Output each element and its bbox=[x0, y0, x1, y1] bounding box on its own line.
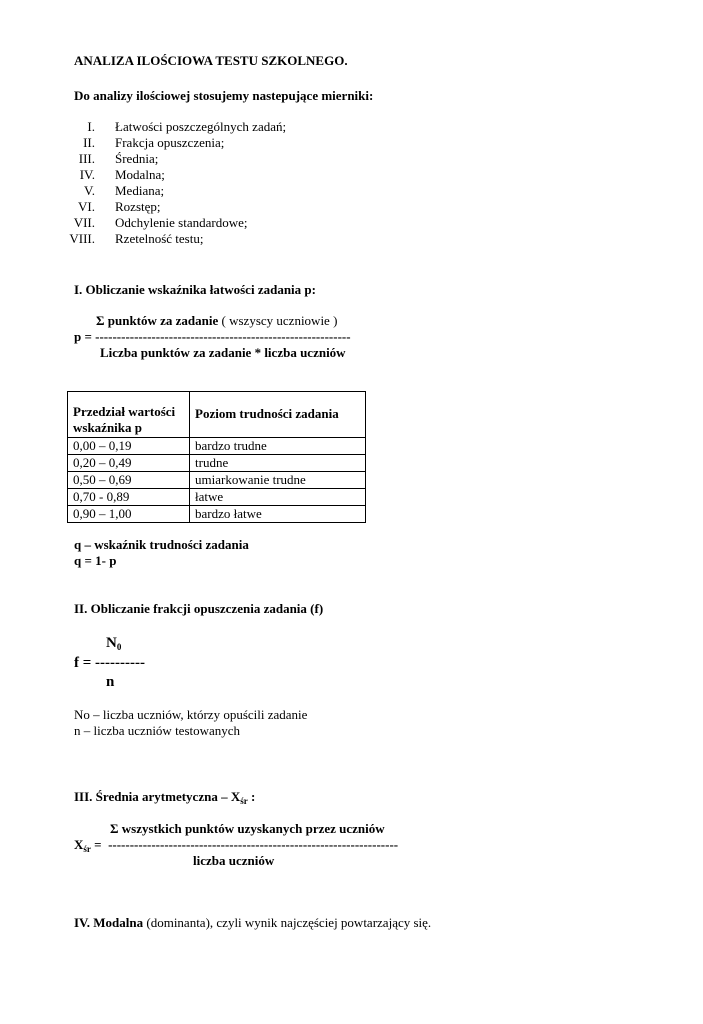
table-row bbox=[68, 506, 366, 523]
list-item-number: III. bbox=[78, 151, 95, 166]
section-1-heading: I. Obliczanie wskaźnika łatwości zadania p: bbox=[74, 282, 316, 297]
f-numerator-symbol: N bbox=[106, 635, 117, 651]
table-header-level: Poziom trudności zadania bbox=[190, 392, 366, 438]
list-item-number: VI. bbox=[78, 199, 95, 214]
table-row bbox=[68, 455, 366, 472]
list-item-number: II. bbox=[83, 135, 95, 150]
mean-formula-dashes: ------------------------------------------------------------------- bbox=[108, 837, 399, 852]
list-item-number: VII. bbox=[73, 215, 95, 230]
list-item-text: Rozstęp; bbox=[115, 199, 161, 214]
p-numerator-bold: Σ punktów za zadanie bbox=[96, 313, 219, 328]
table-cell-range: 0,20 – 0,49 bbox=[68, 455, 190, 472]
list-item-number: VIII. bbox=[69, 231, 95, 246]
section-3-heading bbox=[74, 789, 255, 805]
list-item-number: V. bbox=[84, 183, 95, 198]
list-item-text: Rzetelność testu; bbox=[115, 231, 204, 246]
list-item-text: Łatwości poszczególnych zadań; bbox=[115, 119, 287, 134]
section-4-paragraph bbox=[74, 915, 431, 931]
p-formula-dashes: ----------------------------------------------------------- bbox=[95, 329, 351, 344]
list-item-text: Odchylenie standardowe; bbox=[115, 215, 248, 230]
table-cell-range: 0,70 - 0,89 bbox=[68, 489, 190, 506]
table-cell-level: bardzo trudne bbox=[190, 438, 366, 455]
table-cell-range: 0,50 – 0,69 bbox=[68, 472, 190, 489]
table-header-range: Przedział wartości wskaźnika p bbox=[68, 392, 190, 438]
difficulty-table bbox=[67, 391, 366, 523]
mean-lhs-symbol: X bbox=[74, 837, 84, 852]
mean-formula-numerator: Σ wszystkich punktów uzyskanych przez uczniów bbox=[110, 821, 385, 836]
f-numerator-subscript: 0 bbox=[116, 642, 122, 652]
f-definition-no: No – liczba uczniów, którzy opuścili zadanie bbox=[74, 707, 308, 722]
p-formula-numerator bbox=[96, 313, 337, 329]
list-item-text: Modalna; bbox=[115, 167, 165, 182]
p-numerator-note: ( wszyscy uczniowie ) bbox=[218, 313, 338, 328]
table-cell-level: bardzo łatwe bbox=[190, 506, 366, 523]
mean-lhs-subscript: śr bbox=[83, 844, 91, 854]
q-definition: q – wskaźnik trudności zadania bbox=[74, 537, 249, 552]
q-formula: q = 1- p bbox=[74, 553, 117, 568]
table-cell-level: łatwe bbox=[190, 489, 366, 506]
table-cell-range: 0,00 – 0,19 bbox=[68, 438, 190, 455]
table-header-row bbox=[68, 392, 366, 438]
list-item-text: Mediana; bbox=[115, 183, 165, 198]
list-item-text: Średnia; bbox=[115, 151, 159, 166]
p-formula-lhs: p = bbox=[74, 329, 96, 344]
mean-lhs-equals: = bbox=[90, 837, 109, 852]
f-formula-line: f = ---------- bbox=[74, 655, 145, 671]
section-3-heading-colon: : bbox=[247, 789, 256, 804]
mean-formula-line bbox=[74, 837, 398, 853]
p-formula-denominator: Liczba punktów za zadanie * liczba uczniów bbox=[100, 345, 346, 360]
f-formula-denominator: n bbox=[106, 674, 115, 690]
list-item-number: IV. bbox=[79, 167, 95, 182]
section-4-text: (dominanta), czyli wynik najczęściej powtarzający się. bbox=[143, 915, 432, 930]
list-item-text: Frakcja opuszczenia; bbox=[115, 135, 225, 150]
table-cell-range: 0,90 – 1,00 bbox=[68, 506, 190, 523]
p-formula-line bbox=[74, 329, 351, 345]
f-definition-n: n – liczba uczniów testowanych bbox=[74, 723, 241, 738]
table-cell-level: trudne bbox=[190, 455, 366, 472]
table-row bbox=[68, 438, 366, 455]
table-cell-level: umiarkowanie trudne bbox=[190, 472, 366, 489]
section-3-heading-text: III. Średnia arytmetyczna – X bbox=[74, 789, 241, 804]
mean-formula-denominator: liczba uczniów bbox=[193, 853, 275, 868]
table-row bbox=[68, 489, 366, 506]
section-3-heading-subscript: śr bbox=[240, 796, 248, 806]
section-2-heading: II. Obliczanie frakcji opuszczenia zadania (f) bbox=[74, 601, 324, 616]
table-row bbox=[68, 472, 366, 489]
list-item-number: I. bbox=[87, 119, 95, 134]
f-formula-numerator bbox=[106, 635, 121, 651]
intro-text: Do analizy ilościowej stosujemy nastepujące mierniki: bbox=[74, 88, 374, 103]
section-4-heading: IV. Modalna bbox=[74, 915, 144, 930]
document-title: ANALIZA ILOŚCIOWA TESTU SZKOLNEGO. bbox=[74, 53, 348, 68]
